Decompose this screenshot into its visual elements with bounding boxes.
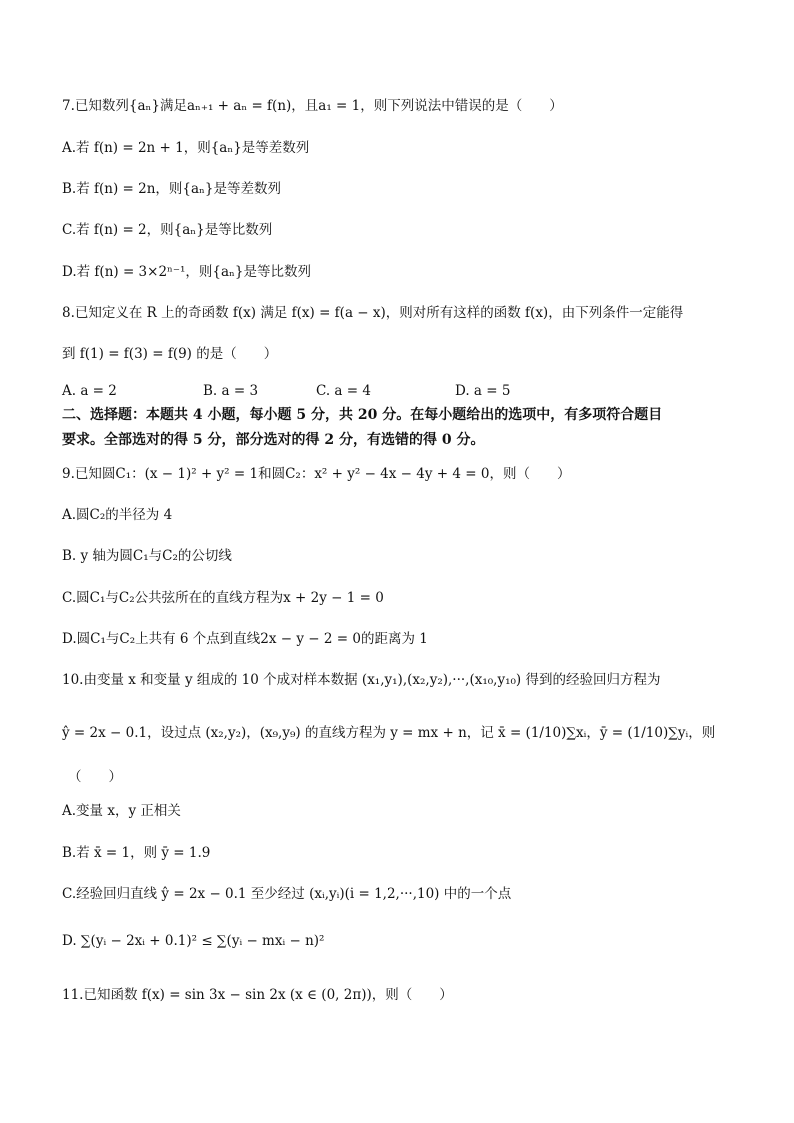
q7-option-d: D.若 f(n) = 3×2ⁿ⁻¹，则{aₙ}是等比数列 bbox=[62, 264, 311, 280]
q10-option-a: A.变量 x，y 正相关 bbox=[62, 803, 181, 819]
q8-stem-line1: 8.已知定义在 R 上的奇函数 f(x) 满足 f(x) = f(a − x)，则对所有这样的函数 f(x)，由下列条件一定能得 bbox=[62, 305, 684, 321]
q10-option-b: B.若 x̄ = 1，则 ȳ = 1.9 bbox=[62, 845, 211, 861]
q9-option-b: B. y 轴为圆C₁与C₂的公切线 bbox=[62, 548, 232, 564]
q11-stem: 11.已知函数 f(x) = sin 3x − sin 2x (x ∈ (0, 2π))，则（ ） bbox=[62, 987, 453, 1003]
q10-stem-line1: 10.由变量 x 和变量 y 组成的 10 个成对样本数据 (x₁,y₁),(x₂,y₂),···,(x₁₀,y₁₀) 得到的经验回归方程为 bbox=[62, 672, 661, 688]
q8-option-d: D. a = 5 bbox=[455, 383, 511, 399]
q10-option-d: D. ∑(yᵢ − 2xᵢ + 0.1)² ≤ ∑(yᵢ − mxᵢ − n)² bbox=[62, 933, 325, 949]
q7-option-b: B.若 f(n) = 2n，则{aₙ}是等差数列 bbox=[62, 181, 281, 197]
section2-heading-line1: 二、选择题：本题共 4 小题，每小题 5 分，共 20 分。在每小题给出的选项中，有多项符合题目 bbox=[62, 407, 663, 423]
q8-stem-line2: 到 f(1) = f(3) = f(9) 的是（ ） bbox=[62, 346, 278, 362]
q7-option-a: A.若 f(n) = 2n + 1，则{aₙ}是等差数列 bbox=[62, 140, 310, 156]
q8-option-b: B. a = 3 bbox=[203, 383, 259, 399]
q9-option-a: A.圆C₂的半径为 4 bbox=[62, 507, 173, 523]
q7-stem: 7.已知数列{aₙ}满足aₙ₊₁ + aₙ = f(n)，且a₁ = 1，则下列说法中错误的是（ ） bbox=[62, 98, 563, 114]
q7-option-c: C.若 f(n) = 2，则{aₙ}是等比数列 bbox=[62, 222, 273, 238]
q10-stem-line2: ŷ = 2x − 0.1，设过点 (x₂,y₂)，(x₉,y₉) 的直线方程为 y = mx + n，记 x̄ = (1/10)∑xᵢ，ȳ = (1/10)∑yᵢ，则 bbox=[62, 725, 716, 741]
q9-option-c: C.圆C₁与C₂公共弦所在的直线方程为x + 2y − 1 = 0 bbox=[62, 590, 384, 606]
q8-option-a: A. a = 2 bbox=[62, 383, 117, 399]
q9-option-d: D.圆C₁与C₂上共有 6 个点到直线2x − y − 2 = 0的距离为 1 bbox=[62, 631, 428, 647]
q10-option-c: C.经验回归直线 ŷ = 2x − 0.1 至少经过 (xᵢ,yᵢ)(i = 1,2,···,10) 中的一个点 bbox=[62, 886, 512, 902]
q10-stem-line3: （ ） bbox=[68, 769, 122, 785]
q9-stem: 9.已知圆C₁：(x − 1)² + y² = 1和圆C₂：x² + y² − 4x − 4y + 4 = 0，则（ ） bbox=[62, 466, 571, 482]
q8-option-c: C. a = 4 bbox=[316, 383, 371, 399]
section2-heading-line2: 要求。全部选对的得 5 分，部分选对的得 2 分，有选错的得 0 分。 bbox=[62, 432, 485, 448]
